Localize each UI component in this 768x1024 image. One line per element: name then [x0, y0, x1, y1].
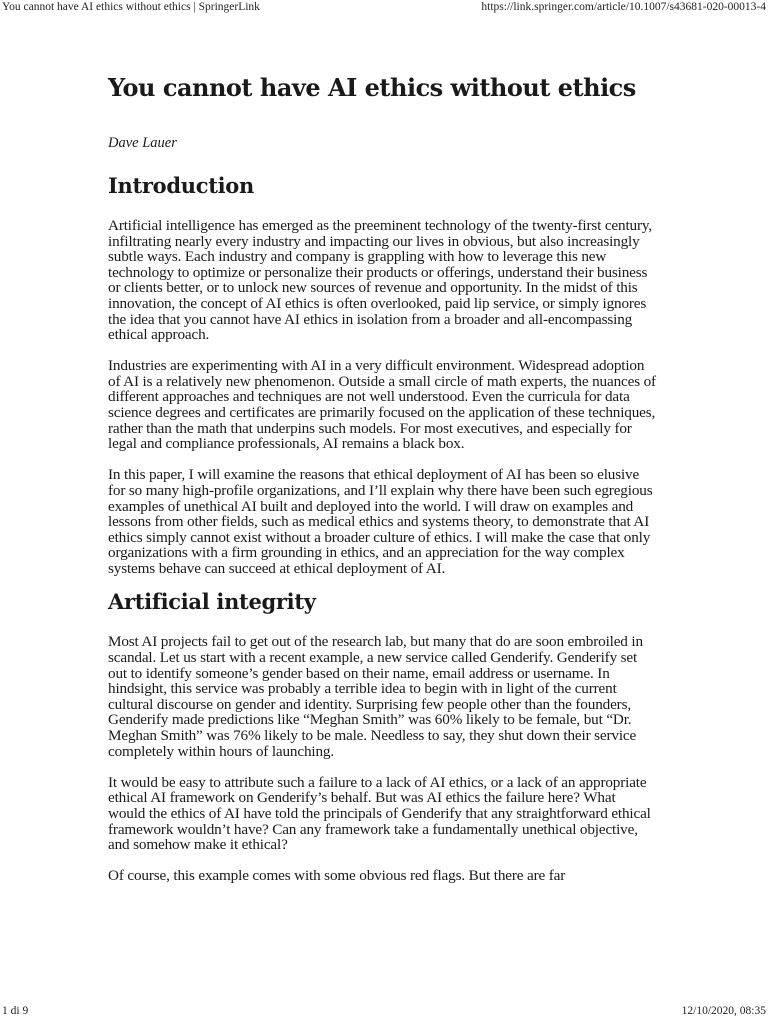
print-header-page-title: You cannot have AI ethics without ethics | SpringerLink [2, 1, 260, 13]
print-header-url[interactable]: https://link.springer.com/article/10.1007/s43681-020-00013-4 [481, 1, 766, 13]
article-author[interactable]: Dave Lauer [108, 135, 177, 151]
section-heading-artificial-integrity: Artificial integrity [108, 589, 316, 615]
section-heading-introduction: Introduction [108, 173, 254, 198]
paragraph-integrity-1: Most AI projects fail to get out of the research lab, but many that do are soon embroiled in scandal. Let us start with a recent example, a new service called Genderify. Genderify set out to identify someone’s gender based on their name, email address or username. In hindsight, this service was probably a terrible idea to begin with in light of the current cultural discourse on gender and identity. Surprising few people other than the founders, Genderify made predictions like “Meghan Smith” was 60% likely to be female, but “Dr. Meghan Smith” was 76% likely to be male. Needless to say, they shut down their service completely within hours of launching. [108, 633, 643, 760]
paragraph-integrity-2: It would be easy to attribute such a failure to a lack of AI ethics, or a lack of an appropriate ethical AI framework on Genderify’s behalf. But was AI ethics the failure here? What would the ethics of AI have told the principals of Genderify that any straightforward ethical framework wouldn’t have? Can any framework take a fundamentally unethical objective, and somehow make it ethical? [108, 773, 651, 854]
print-footer-page-counter: 1 di 9 [2, 1005, 29, 1017]
article-title: You cannot have AI ethics without ethics [108, 73, 636, 102]
print-footer [0, 1005, 768, 1021]
print-header [0, 0, 768, 16]
paragraph-introduction-1: Artificial intelligence has emerged as the preeminent technology of the twenty-first century, infiltrating nearly every industry and impacting our lives in obvious, but also increasingly subtle ways. Each industry and company is grappling with how to leverage this new technology to optimize or personalize their products or offerings, understand their business or clients better, or to unlock new sources of revenue and opportunity. In the midst of this innovation, the concept of AI ethics is often overlooked, paid lip service, or simply ignores the idea that you cannot have AI ethics in isolation from a broader and all-encompassing ethical approach. [108, 217, 652, 344]
paragraph-integrity-3: Of course, this example comes with some obvious red flags. But there are far [108, 867, 566, 885]
article [108, 60, 656, 884]
paragraph-introduction-3: In this paper, I will examine the reasons that ethical deployment of AI has been so elusive for so many high-profile organizations, and I’ll explain why there have been such egregious examples of unethical AI built and deployed into the world. I will draw on examples and lessons from other fields, such as medical ethics and systems theory, to demonstrate that AI ethics simply cannot exist without a broader culture of ethics. I will make the case that only organizations with a firm grounding in ethics, and an appreciation for the way complex systems behave can succeed at ethical deployment of AI. [108, 466, 653, 577]
paragraph-introduction-2: Industries are experimenting with AI in a very difficult environment. Widespread adoption of AI is a relatively new phenomenon. Outside a small circle of math experts, the nuances of different approaches and techniques are not well understood. Even the curricula for data science degrees and certificates are primarily focused on the application of these techniques, rather than the math that underpins such models. For most executives, and especially for legal and compliance professionals, AI remains a black box. [108, 357, 656, 453]
print-footer-datetime: 12/10/2020, 08:35 [681, 1005, 766, 1017]
